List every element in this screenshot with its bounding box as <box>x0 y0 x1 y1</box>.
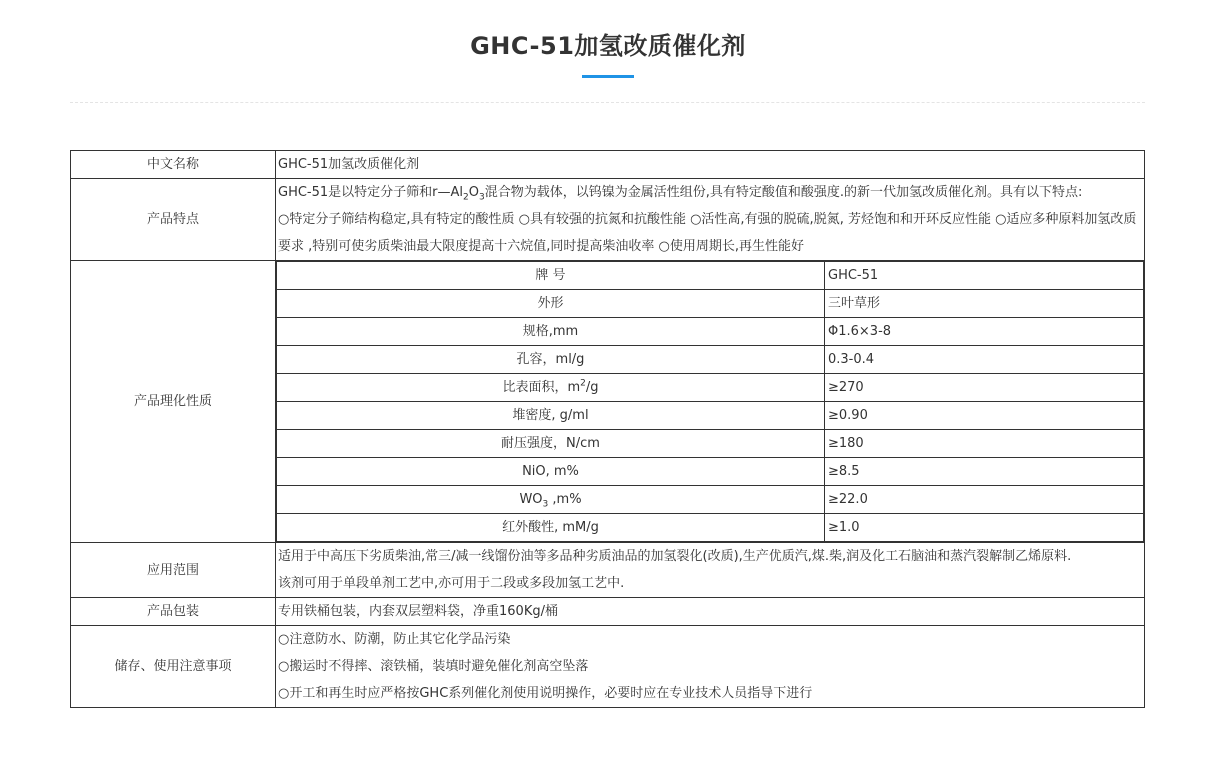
page-title: GHC-51加氢改质催化剂 <box>470 32 746 60</box>
table-row <box>277 402 1144 430</box>
table-row <box>277 486 1144 514</box>
prop-name: 规格,mm <box>277 318 825 346</box>
prop-name: 外形 <box>277 290 825 318</box>
prop-value: ≥22.0 <box>825 486 1144 514</box>
features-intro: GHC-51是以特定分子筛和$r—Al_2O_3$混合物为载体，以钨镍为金属活性组份,具有特定酸值和酸强度.的新一代加氢改质催化剂。具有以下特点: <box>278 185 1083 203</box>
properties-table <box>276 261 1144 542</box>
table-row <box>277 290 1144 318</box>
table-row <box>277 430 1144 458</box>
prop-name: 牌 号 <box>277 262 825 290</box>
prop-name: 孔容，ml/g <box>277 346 825 374</box>
value-storage <box>276 626 1145 708</box>
features-bullets: ○特定分子筛结构稳定,具有特定的酸性质 ○具有较强的抗氮和抗酸性能 ○活性高,有强的脱硫,脱氮, 芳烃饱和和开环反应性能 ○适应多种原料加氢改质要求 ,特别可使劣质柴油最大限度提高十六烷值,同时提高柴油收率 ○使用周期长,再生性能好 <box>278 212 1137 254</box>
storage-line: ○注意防水、防潮，防止其它化学品污染 <box>278 632 511 647</box>
table-row <box>277 514 1144 542</box>
storage-line: ○开工和再生时应严格按GHC系列催化剂使用说明操作，必要时应在专业技术人员指导下进行 <box>278 686 813 701</box>
row-packaging <box>71 598 1145 626</box>
section-divider <box>70 102 1145 103</box>
label-features: 产品特点 <box>71 179 276 261</box>
prop-value: GHC-51 <box>825 262 1144 290</box>
prop-name: 红外酸性, mM/g <box>277 514 825 542</box>
row-properties <box>71 261 1145 543</box>
prop-name: 比表面积，$m^2/g$ <box>277 374 825 402</box>
table-row <box>277 262 1144 290</box>
table-row <box>277 374 1144 402</box>
row-application <box>71 543 1145 598</box>
label-application: 应用范围 <box>71 543 276 598</box>
row-name <box>71 151 1145 179</box>
prop-value: 三叶草形 <box>825 290 1144 318</box>
prop-name: NiO, m% <box>277 458 825 486</box>
prop-value: ≥180 <box>825 430 1144 458</box>
value-name: GHC-51加氢改质催化剂 <box>276 151 1145 179</box>
prop-value: ≥1.0 <box>825 514 1144 542</box>
row-features <box>71 179 1145 261</box>
application-line: 该剂可用于单段单剂工艺中,亦可用于二段或多段加氢工艺中. <box>278 576 625 591</box>
prop-value: ≥0.90 <box>825 402 1144 430</box>
properties-cell <box>276 261 1145 543</box>
prop-name: $WO_3$ ,m% <box>277 486 825 514</box>
label-storage: 储存、使用注意事项 <box>71 626 276 708</box>
table-row <box>277 458 1144 486</box>
label-properties: 产品理化性质 <box>71 261 276 543</box>
prop-name: 耐压强度，N/cm <box>277 430 825 458</box>
prop-value: ≥270 <box>825 374 1144 402</box>
prop-value: 0.3-0.4 <box>825 346 1144 374</box>
storage-line: ○搬运时不得摔、滚铁桶，装填时避免催化剂高空坠落 <box>278 659 589 674</box>
prop-name: 堆密度, g/ml <box>277 402 825 430</box>
prop-value: Φ1.6×3-8 <box>825 318 1144 346</box>
value-features <box>276 179 1145 261</box>
value-application <box>276 543 1145 598</box>
row-storage <box>71 626 1145 708</box>
prop-value: ≥8.5 <box>825 458 1144 486</box>
spec-table <box>70 150 1145 708</box>
label-packaging: 产品包装 <box>71 598 276 626</box>
label-name: 中文名称 <box>71 151 276 179</box>
table-row <box>277 318 1144 346</box>
table-row <box>277 346 1144 374</box>
value-packaging: 专用铁桶包装，内套双层塑料袋，净重160Kg/桶 <box>276 598 1145 626</box>
application-line: 适用于中高压下劣质柴油,常三/减一线馏份油等多品种劣质油品的加氢裂化(改质),生产优质汽,煤.柴,润及化工石脑油和蒸汽裂解制乙烯原料. <box>278 549 1072 564</box>
title-underline <box>582 75 634 78</box>
